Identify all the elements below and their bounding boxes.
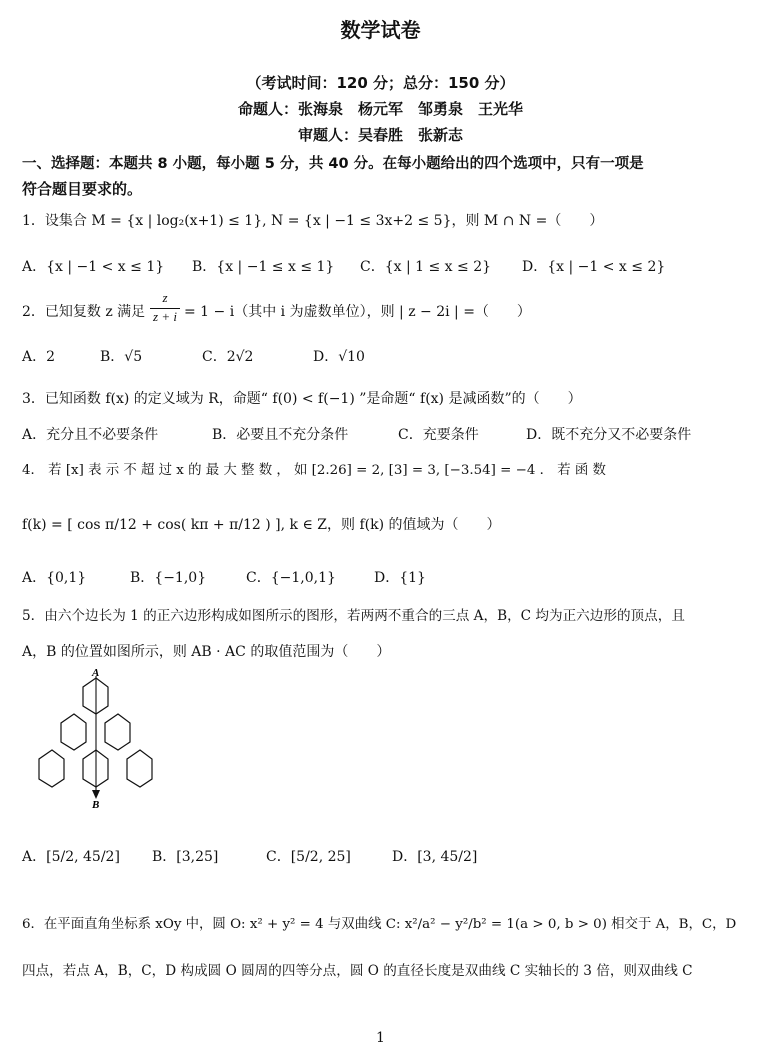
- q2-fraction: [150, 290, 180, 325]
- hexagon-mid-left: [61, 714, 86, 750]
- q5-option-d: D．[3, 45/2]: [392, 849, 478, 865]
- q2-option-c: C．2√2: [202, 349, 254, 365]
- q1-option-b: B．{x | −1 ≤ x ≤ 1}: [192, 259, 335, 275]
- q3-option-a: A．充分且不必要条件: [22, 427, 159, 443]
- point-b-label: B: [92, 799, 100, 808]
- q2-frac-num: z: [162, 290, 168, 305]
- point-a-label: A: [92, 668, 100, 679]
- question-1-stem: 1．设集合 M = {x | log₂(x+1) ≤ 1}, N = {x | −1 ≤ 3x+2 ≤ 5}，则 M ∩ N =（ ）: [22, 213, 604, 229]
- question-2-stem-b: = 1 − i（其中 i 为虚数单位），则 | z − 2i | =（ ）: [184, 304, 531, 320]
- q4-option-c: C．{−1,0,1}: [246, 570, 336, 586]
- q2-option-b: B．√5: [100, 349, 143, 365]
- q4-option-a: A．{0,1}: [22, 570, 87, 586]
- question-6-line1: 6．在平面直角坐标系 xOy 中，圆 O: x² + y² = 4 与双曲线 C: x²/a² − y²/b² = 1(a > 0, b > 0) 相交于 A，B，C，D: [22, 917, 737, 932]
- question-2-stem-a: 2．已知复数 z 满足: [22, 304, 146, 320]
- q5-option-c: C．[5/2, 25]: [266, 849, 351, 865]
- q1-option-d: D．{x | −1 < x ≤ 2}: [522, 259, 666, 275]
- page-number: 1: [376, 1030, 385, 1046]
- q2-option-a: A．2: [22, 349, 56, 365]
- question-5-line1: 5．由六个边长为 1 的正六边形构成如图所示的图形，若两两不重合的三点 A，B，C 均为正六边形的顶点，且: [22, 608, 685, 624]
- vector-ab-arrowhead: [92, 790, 100, 799]
- question-5-line2: A，B 的位置如图所示，则 AB · AC 的取值范围为（ ）: [22, 644, 391, 660]
- q1-option-c: C．{x | 1 ≤ x ≤ 2}: [360, 259, 492, 275]
- q4-option-b: B．{−1,0}: [130, 570, 207, 586]
- q4-option-d: D．{1}: [374, 570, 426, 586]
- hexagon-mid-right: [105, 714, 130, 750]
- page-title: 数学试卷: [340, 18, 421, 42]
- question-6-line2: 四点，若点 A，B，C，D 构成圆 O 圆周的四等分点，圆 O 的直径长度是双曲线 C 实轴长的 3 倍，则双曲线 C: [22, 963, 693, 979]
- q1-option-a: A．{x | −1 < x ≤ 1}: [22, 259, 165, 275]
- question-4-line2: f(k) = [ cos π/12 + cos( kπ + π/12 ) ], k ∈ Z，则 f(k) 的值域为（ ）: [22, 517, 501, 533]
- authors-line: 命题人：张海泉 杨元军 邹勇泉 王光华: [237, 100, 523, 118]
- hexagon-bottom-left: [39, 750, 64, 787]
- question-4-line1: 4． 若 [x] 表 示 不 超 过 x 的 最 大 整 数 ， 如 [2.26] = 2, [3] = 3, [−3.54] = −4 ． 若 函 数: [22, 463, 606, 478]
- q3-option-b: B．必要且不充分条件: [212, 427, 349, 443]
- q3-option-d: D．既不充分又不必要条件: [526, 427, 692, 443]
- question-3-stem: 3．已知函数 f(x) 的定义域为 R，命题“ f(0) < f(−1) ”是命题“ f(x) 是减函数”的（ ）: [22, 391, 582, 407]
- q3-option-c: C．充要条件: [398, 427, 479, 443]
- section-heading-cont: 符合题目要求的。: [22, 180, 143, 198]
- q5-option-a: A．[5/2, 45/2]: [22, 849, 120, 865]
- q2-option-d: D．√10: [313, 349, 365, 365]
- exam-info: （考试时间：120 分；总分：150 分）: [246, 74, 515, 92]
- q5-option-b: B．[3,25]: [152, 849, 219, 865]
- hexagon-bottom-right: [127, 750, 152, 787]
- reviewers-line: 审题人：吴春胜 张新志: [297, 126, 463, 144]
- section-heading: 一、选择题：本题共 8 小题，每小题 5 分，共 40 分。在每小题给出的四个选项中，只有一项是: [22, 156, 644, 172]
- hexagon-figure: [22, 668, 164, 808]
- q2-frac-den: z + i: [150, 308, 180, 325]
